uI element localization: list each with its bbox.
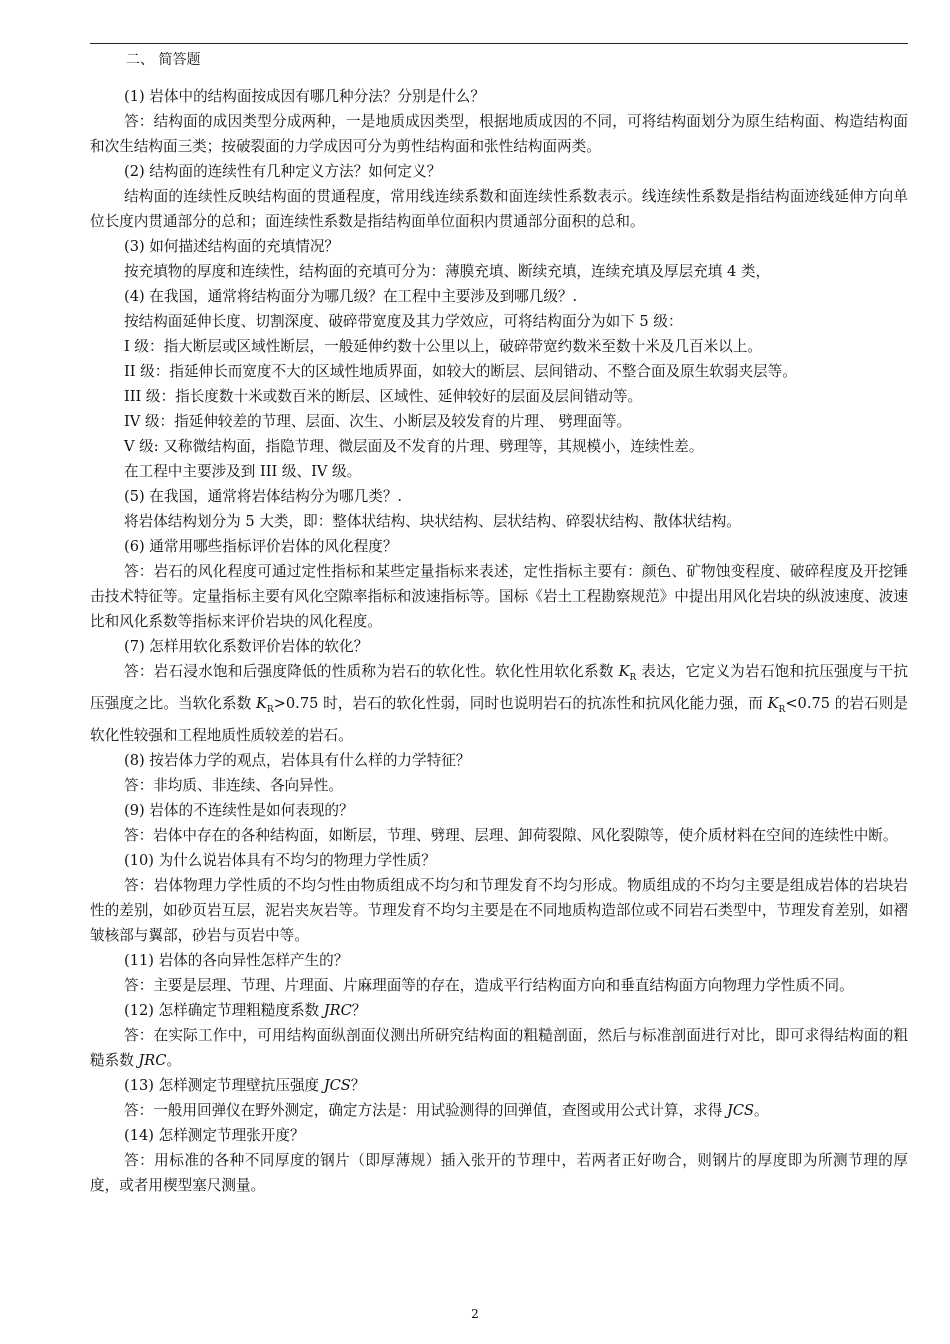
answer-1: 答：结构面的成因类型分成两种，一是地质成因类型，根据地质成因的不同，可将结构面划分为原生结构面、构造结构面和次生结构面三类；按破裂面的力学成因可分为剪性结构面和张性结构面两类。 — [90, 113, 908, 155]
answer-7 — [90, 659, 908, 748]
softening-coefficient-symbol: K — [255, 694, 267, 712]
jcs-term: JCS — [323, 1076, 351, 1094]
answer-4-level-2: II 级：指延伸长而宽度不大的区域性地质界面，如较大的断层、层间错动、不整合面及原生软弱夹层等。 — [124, 363, 797, 380]
answer-4-level-4: IV 级：指延伸较差的节理、层面、次生、小断层及较发育的片理、 劈理面等。 — [124, 413, 632, 430]
answer-4-conclusion: 在工程中主要涉及到 III 级、IV 级。 — [124, 463, 362, 480]
question-13-text: (13) 怎样测定节理壁抗压强度 — [124, 1076, 324, 1094]
question-6: (6) 通常用哪些指标评价岩体的风化程度？ — [124, 538, 398, 555]
answer-12-text: 答：在实际工作中，可用结构面纵剖面仪测出所研究结构面的粗糙剖面，然后与标准剖面进行对比，即可求得结构面的粗糙系数 — [90, 1026, 908, 1069]
softening-coefficient-symbol: K — [618, 663, 630, 680]
page-number: 2 — [471, 1307, 479, 1321]
question-11: (11) 岩体的各向异性怎样产生的？ — [124, 951, 349, 969]
question-13 — [90, 1073, 908, 1098]
answer-10: 答：岩体物理力学性质的不均匀性由物质组成不均匀和节理发育不均匀形成。物质组成的不均匀主要是组成岩体的岩块岩性的差别，如砂页岩互层，泥岩夹灰岩等。节理发育不均匀主要是在不同地质构造部位或不同岩石类型中，节理发育差别，如褶皱核部与翼部，砂岩与页岩中等。 — [90, 876, 908, 944]
answer-8: 答：非均质、非连续、各向异性。 — [124, 776, 343, 794]
softening-coefficient-symbol: K — [767, 694, 779, 712]
question-9: (9) 岩体的不连续性是如何表现的？ — [124, 801, 354, 819]
answer-14: 答：用标准的各种不同厚度的钢片（即厚薄规）插入张开的节理中，若两者正好吻合，则钢片的厚度即为所测节理的厚度，或者用楔型塞尺测量。 — [90, 1151, 908, 1194]
question-12-end: ？ — [351, 1001, 367, 1019]
answer-4-intro: 按结构面延伸长度、切割深度、破碎带宽度及其力学效应，可将结构面分为如下 5 级： — [124, 313, 683, 330]
question-4: (4) 在我国，通常将结构面分为哪几级？在工程中主要涉及到哪几级？. — [124, 288, 578, 305]
answer-7-part-1: 答：岩石浸水饱和后强度降低的性质称为岩石的软化性。软化性用软化系数 — [124, 663, 619, 680]
answer-12-end: 。 — [166, 1051, 182, 1069]
header-rule — [90, 43, 908, 44]
question-12-text: (12) 怎样确定节理粗糙度系数 — [124, 1001, 324, 1019]
question-5: (5) 在我国，通常将岩体结构分为哪几类？. — [124, 488, 403, 505]
answer-2: 结构面的连续性反映结构面的贯通程度，常用线连续系数和面连续性系数表示。线连续性系数是指结构面迹线延伸方向单位长度内贯通部分的总和；面连续性系数是指结构面单位面积内贯通部分面积的总和。 — [90, 188, 908, 230]
question-10: (10) 为什么说岩体具有不均匀的物理力学性质？ — [124, 851, 436, 869]
question-13-end: ？ — [350, 1076, 366, 1094]
answer-5: 将岩体结构划分为 5 大类，即：整体状结构、块状结构、层状结构、碎裂状结构、散体状结构。 — [124, 513, 741, 530]
answer-12 — [90, 1023, 908, 1073]
document-body — [90, 48, 908, 1198]
answer-7-part-2: 表达，它定义为岩石饱和抗压强度与干抗压强度之比。当软化系数 — [90, 663, 908, 712]
answer-7-part-4: <0.75 的岩石则是软化性较强和工程地质性质较差的岩石。 — [90, 694, 908, 744]
answer-13-text: 答：一般用回弹仪在野外测定，确定方法是：用试验测得的回弹值，查图或用公式计算，求得 — [124, 1101, 727, 1119]
answer-13 — [90, 1098, 908, 1123]
answer-4-level-1: I 级：指大断层或区域性断层，一般延伸约数十公里以上，破碎带宽约数米至数十米及几百米以上。 — [124, 338, 762, 355]
answer-11: 答：主要是层理、节理、片理面、片麻理面等的存在，造成平行结构面方向和垂直结构面方向物理力学性质不同。 — [124, 976, 854, 994]
question-2: (2) 结构面的连续性有几种定义方法？如何定义？ — [124, 163, 442, 180]
answer-7-part-3: >0.75 时，岩石的软化性弱，同时也说明岩石的抗冻性和抗风化能力强，而 — [273, 694, 768, 712]
softening-coefficient-subscript: R — [629, 672, 637, 683]
question-7: (7) 怎样用软化系数评价岩体的软化？ — [124, 638, 369, 655]
question-8: (8) 按岩体力学的观点，岩体具有什么样的力学特征？ — [124, 751, 471, 769]
answer-6: 答：岩石的风化程度可通过定性指标和某些定量指标来表述，定性指标主要有：颜色、矿物蚀变程度、破碎程度及开挖锤击技术特征等。定量指标主要有风化空隙率指标和波速指标等。国标《岩土工程勘察规范》中提出用风化岩块的纵波速度、波速比和风化系数等指标来评价岩块的风化程度。 — [90, 563, 908, 630]
answer-4-level-3: III 级：指长度数十米或数百米的断层、区域性、延伸较好的层面及层间错动等。 — [124, 388, 643, 405]
jrc-term: JRC — [138, 1051, 167, 1069]
softening-coefficient-subscript: R — [778, 704, 786, 715]
question-14: (14) 怎样测定节理张开度？ — [124, 1126, 305, 1144]
answer-4-level-5: V 级: 又称微结构面，指隐节理、微层面及不发育的片理、劈理等，其规模小，连续性差。 — [124, 438, 704, 455]
question-3: (3) 如何描述结构面的充填情况？ — [124, 238, 340, 255]
jcs-term: JCS — [727, 1101, 755, 1119]
section-title: 二、 简答题 — [126, 52, 201, 68]
answer-9: 答：岩体中存在的各种结构面，如断层，节理、劈理、层理、卸荷裂隙、风化裂隙等，使介质材料在空间的连续性中断。 — [124, 826, 898, 844]
jrc-term: JRC — [323, 1001, 352, 1019]
answer-3: 按充填物的厚度和连续性，结构面的充填可分为：薄膜充填、断续充填，连续充填及厚层充填 4 类， — [124, 263, 771, 280]
question-1: (1) 岩体中的结构面按成因有哪几种分法？分别是什么？ — [124, 88, 485, 105]
question-12 — [90, 998, 908, 1023]
softening-coefficient-subscript: R — [266, 704, 274, 715]
answer-13-end: 。 — [754, 1101, 769, 1119]
